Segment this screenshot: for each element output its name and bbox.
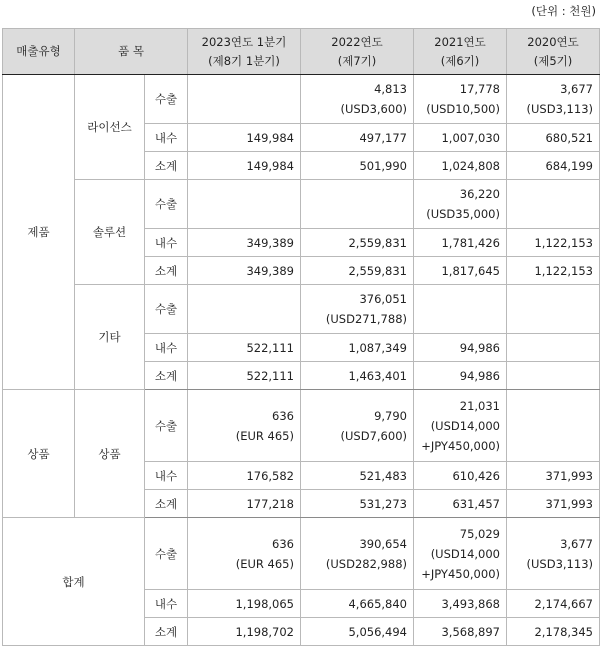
value-cell [188, 590, 301, 618]
value-line: 680,521 [545, 130, 593, 145]
value-line: 1,122,153 [534, 263, 593, 278]
value-cell [188, 75, 301, 124]
value-cell [507, 75, 600, 124]
value-line: 4,665,840 [348, 596, 407, 611]
item-license: 라이선스 [75, 75, 145, 180]
value-cell [414, 390, 507, 462]
value-cell [301, 490, 414, 518]
value-cell [301, 618, 414, 646]
row-label-domestic: 내수 [145, 590, 188, 618]
value-line: 1,781,426 [441, 235, 500, 250]
value-cell [507, 490, 600, 518]
value-line: 75,029 [459, 526, 500, 541]
value-cell [188, 229, 301, 257]
row-label-domestic: 내수 [145, 334, 188, 362]
value-line: 1,122,153 [534, 235, 593, 250]
value-line: 371,993 [545, 468, 593, 483]
table-row [3, 390, 600, 462]
value-cell [414, 590, 507, 618]
header-col-2020 [507, 29, 600, 75]
value-cell [301, 229, 414, 257]
row-label-domestic: 내수 [145, 124, 188, 152]
header-col-2020-line1: 2020연도 [527, 34, 579, 49]
value-cell [188, 152, 301, 180]
value-cell [301, 75, 414, 124]
value-cell [301, 362, 414, 390]
value-cell [414, 618, 507, 646]
value-line: 349,389 [246, 263, 294, 278]
value-line: 1,817,645 [441, 263, 500, 278]
header-col-2021-line1: 2021연도 [434, 34, 486, 49]
value-line: 2,559,831 [348, 235, 407, 250]
sales-type-total: 합계 [3, 518, 145, 646]
value-cell [507, 257, 600, 285]
value-line: (USD271,788) [325, 312, 407, 326]
value-cell [507, 390, 600, 462]
value-line: 36,220 [459, 187, 500, 201]
value-cell [414, 124, 507, 152]
value-line: 497,177 [359, 130, 407, 145]
value-line: 2,178,345 [534, 624, 593, 639]
table-row [3, 518, 600, 590]
value-cell [414, 490, 507, 518]
header-col-2022-line2: (제7기) [337, 53, 377, 68]
value-cell [507, 334, 600, 362]
value-cell [414, 257, 507, 285]
value-cell [507, 618, 600, 646]
row-label-subtotal: 소계 [145, 152, 188, 180]
value-line: (USD3,113) [526, 102, 593, 116]
value-line: 610,426 [452, 468, 500, 483]
value-cell [188, 124, 301, 152]
value-line: 631,457 [452, 496, 500, 511]
table-row [3, 180, 600, 229]
value-cell [188, 257, 301, 285]
row-label-export: 수출 [145, 285, 188, 334]
value-line: (USD14,000 [430, 546, 500, 561]
value-cell [301, 390, 414, 462]
value-cell [301, 124, 414, 152]
value-line: 9,790 [374, 408, 407, 423]
value-cell [188, 518, 301, 590]
value-line: 4,813 [374, 82, 407, 96]
value-line: 1,007,030 [441, 130, 500, 145]
row-label-subtotal: 소계 [145, 257, 188, 285]
value-cell [301, 152, 414, 180]
value-line: 684,199 [545, 158, 593, 173]
value-cell [414, 334, 507, 362]
value-line: 1,198,702 [235, 624, 294, 639]
value-cell [507, 124, 600, 152]
value-line: 149,984 [246, 130, 294, 145]
value-cell [188, 462, 301, 490]
header-col-2021 [414, 29, 507, 75]
item-solution: 솔루션 [75, 180, 145, 285]
row-label-subtotal: 소계 [145, 362, 188, 390]
header-sales-type: 매출유형 [3, 29, 75, 75]
header-col-2023q1-line1: 2023연도 1분기 [201, 34, 287, 49]
value-line: 636 [272, 536, 294, 551]
value-line: 1,463,401 [348, 368, 407, 383]
value-cell [188, 618, 301, 646]
value-line: 1,024,808 [441, 158, 500, 173]
value-line: (EUR 465) [235, 556, 294, 571]
value-cell [301, 334, 414, 362]
value-line: 3,677 [560, 82, 593, 96]
value-line: (USD3,600) [340, 102, 407, 116]
value-line: 371,993 [545, 496, 593, 511]
value-line: 1,087,349 [348, 340, 407, 355]
row-label-export: 수출 [145, 518, 188, 590]
value-cell [188, 285, 301, 334]
value-line: 2,559,831 [348, 263, 407, 278]
value-line: 390,654 [359, 536, 407, 551]
value-line: 21,031 [459, 398, 500, 413]
value-cell [507, 462, 600, 490]
value-line: 3,493,868 [441, 596, 500, 611]
table-row [3, 285, 600, 334]
value-line: 501,990 [359, 158, 407, 173]
value-line: 522,111 [246, 340, 294, 355]
value-cell [414, 75, 507, 124]
item-other: 기타 [75, 285, 145, 390]
row-label-export: 수출 [145, 390, 188, 462]
header-col-2023q1-line2: (제8기 1분기) [208, 53, 280, 68]
value-cell [507, 285, 600, 334]
value-cell [414, 152, 507, 180]
row-label-subtotal: 소계 [145, 490, 188, 518]
value-cell [188, 390, 301, 462]
value-cell [301, 285, 414, 334]
sales-type-product: 제품 [3, 75, 75, 390]
value-cell [507, 229, 600, 257]
value-cell [414, 229, 507, 257]
value-cell [301, 462, 414, 490]
header-row [3, 29, 600, 75]
value-line: 349,389 [246, 235, 294, 250]
sales-type-merchandise: 상품 [3, 390, 75, 518]
value-line: 521,483 [359, 468, 407, 483]
value-line: 1,198,065 [235, 596, 294, 611]
table-row [3, 75, 600, 124]
value-line: 376,051 [359, 292, 407, 306]
value-line: 3,568,897 [441, 624, 500, 639]
header-col-2020-line2: (제5기) [533, 53, 573, 68]
value-cell [301, 257, 414, 285]
value-line: (USD7,600) [340, 428, 407, 443]
value-cell [507, 362, 600, 390]
value-cell [414, 285, 507, 334]
value-line: 94,986 [459, 368, 500, 383]
value-cell [301, 518, 414, 590]
row-label-domestic: 내수 [145, 462, 188, 490]
value-line: 3,677 [560, 536, 593, 551]
value-cell [507, 590, 600, 618]
value-cell [188, 490, 301, 518]
row-label-export: 수출 [145, 75, 188, 124]
value-line: 2,174,667 [534, 596, 593, 611]
row-label-subtotal: 소계 [145, 618, 188, 646]
value-cell [188, 362, 301, 390]
value-line: (USD3,113) [526, 556, 593, 571]
value-line: +JPY450,000) [421, 566, 500, 581]
value-line: (EUR 465) [235, 428, 294, 443]
sales-table [2, 28, 600, 646]
value-cell [507, 180, 600, 229]
value-cell [188, 334, 301, 362]
header-item: 품 목 [75, 29, 188, 75]
item-merchandise: 상품 [75, 390, 145, 518]
value-line: 176,582 [246, 468, 294, 483]
value-line: 17,778 [459, 82, 500, 96]
header-col-2021-line2: (제6기) [440, 53, 480, 68]
value-line: 531,273 [359, 496, 407, 511]
value-cell [414, 518, 507, 590]
value-cell [301, 180, 414, 229]
value-line: (USD10,500) [426, 102, 500, 116]
value-line: (USD282,988) [325, 556, 407, 571]
value-line: 94,986 [459, 340, 500, 355]
value-line: 522,111 [246, 368, 294, 383]
value-cell [414, 362, 507, 390]
value-line: +JPY450,000) [421, 438, 500, 453]
header-col-2022-line1: 2022연도 [331, 34, 383, 49]
value-cell [414, 180, 507, 229]
header-col-2022 [301, 29, 414, 75]
value-cell [414, 462, 507, 490]
value-cell [188, 180, 301, 229]
value-line: 636 [272, 408, 294, 423]
value-cell [507, 518, 600, 590]
value-line: 177,218 [246, 496, 294, 511]
value-line: (USD35,000) [426, 207, 500, 221]
value-cell [301, 590, 414, 618]
row-label-domestic: 내수 [145, 229, 188, 257]
value-line: 149,984 [246, 158, 294, 173]
value-line: 5,056,494 [348, 624, 407, 639]
value-line: (USD14,000 [430, 418, 500, 433]
header-col-2023q1 [188, 29, 301, 75]
unit-note: (단위 : 천원) [531, 4, 596, 18]
row-label-export: 수출 [145, 180, 188, 229]
value-cell [507, 152, 600, 180]
